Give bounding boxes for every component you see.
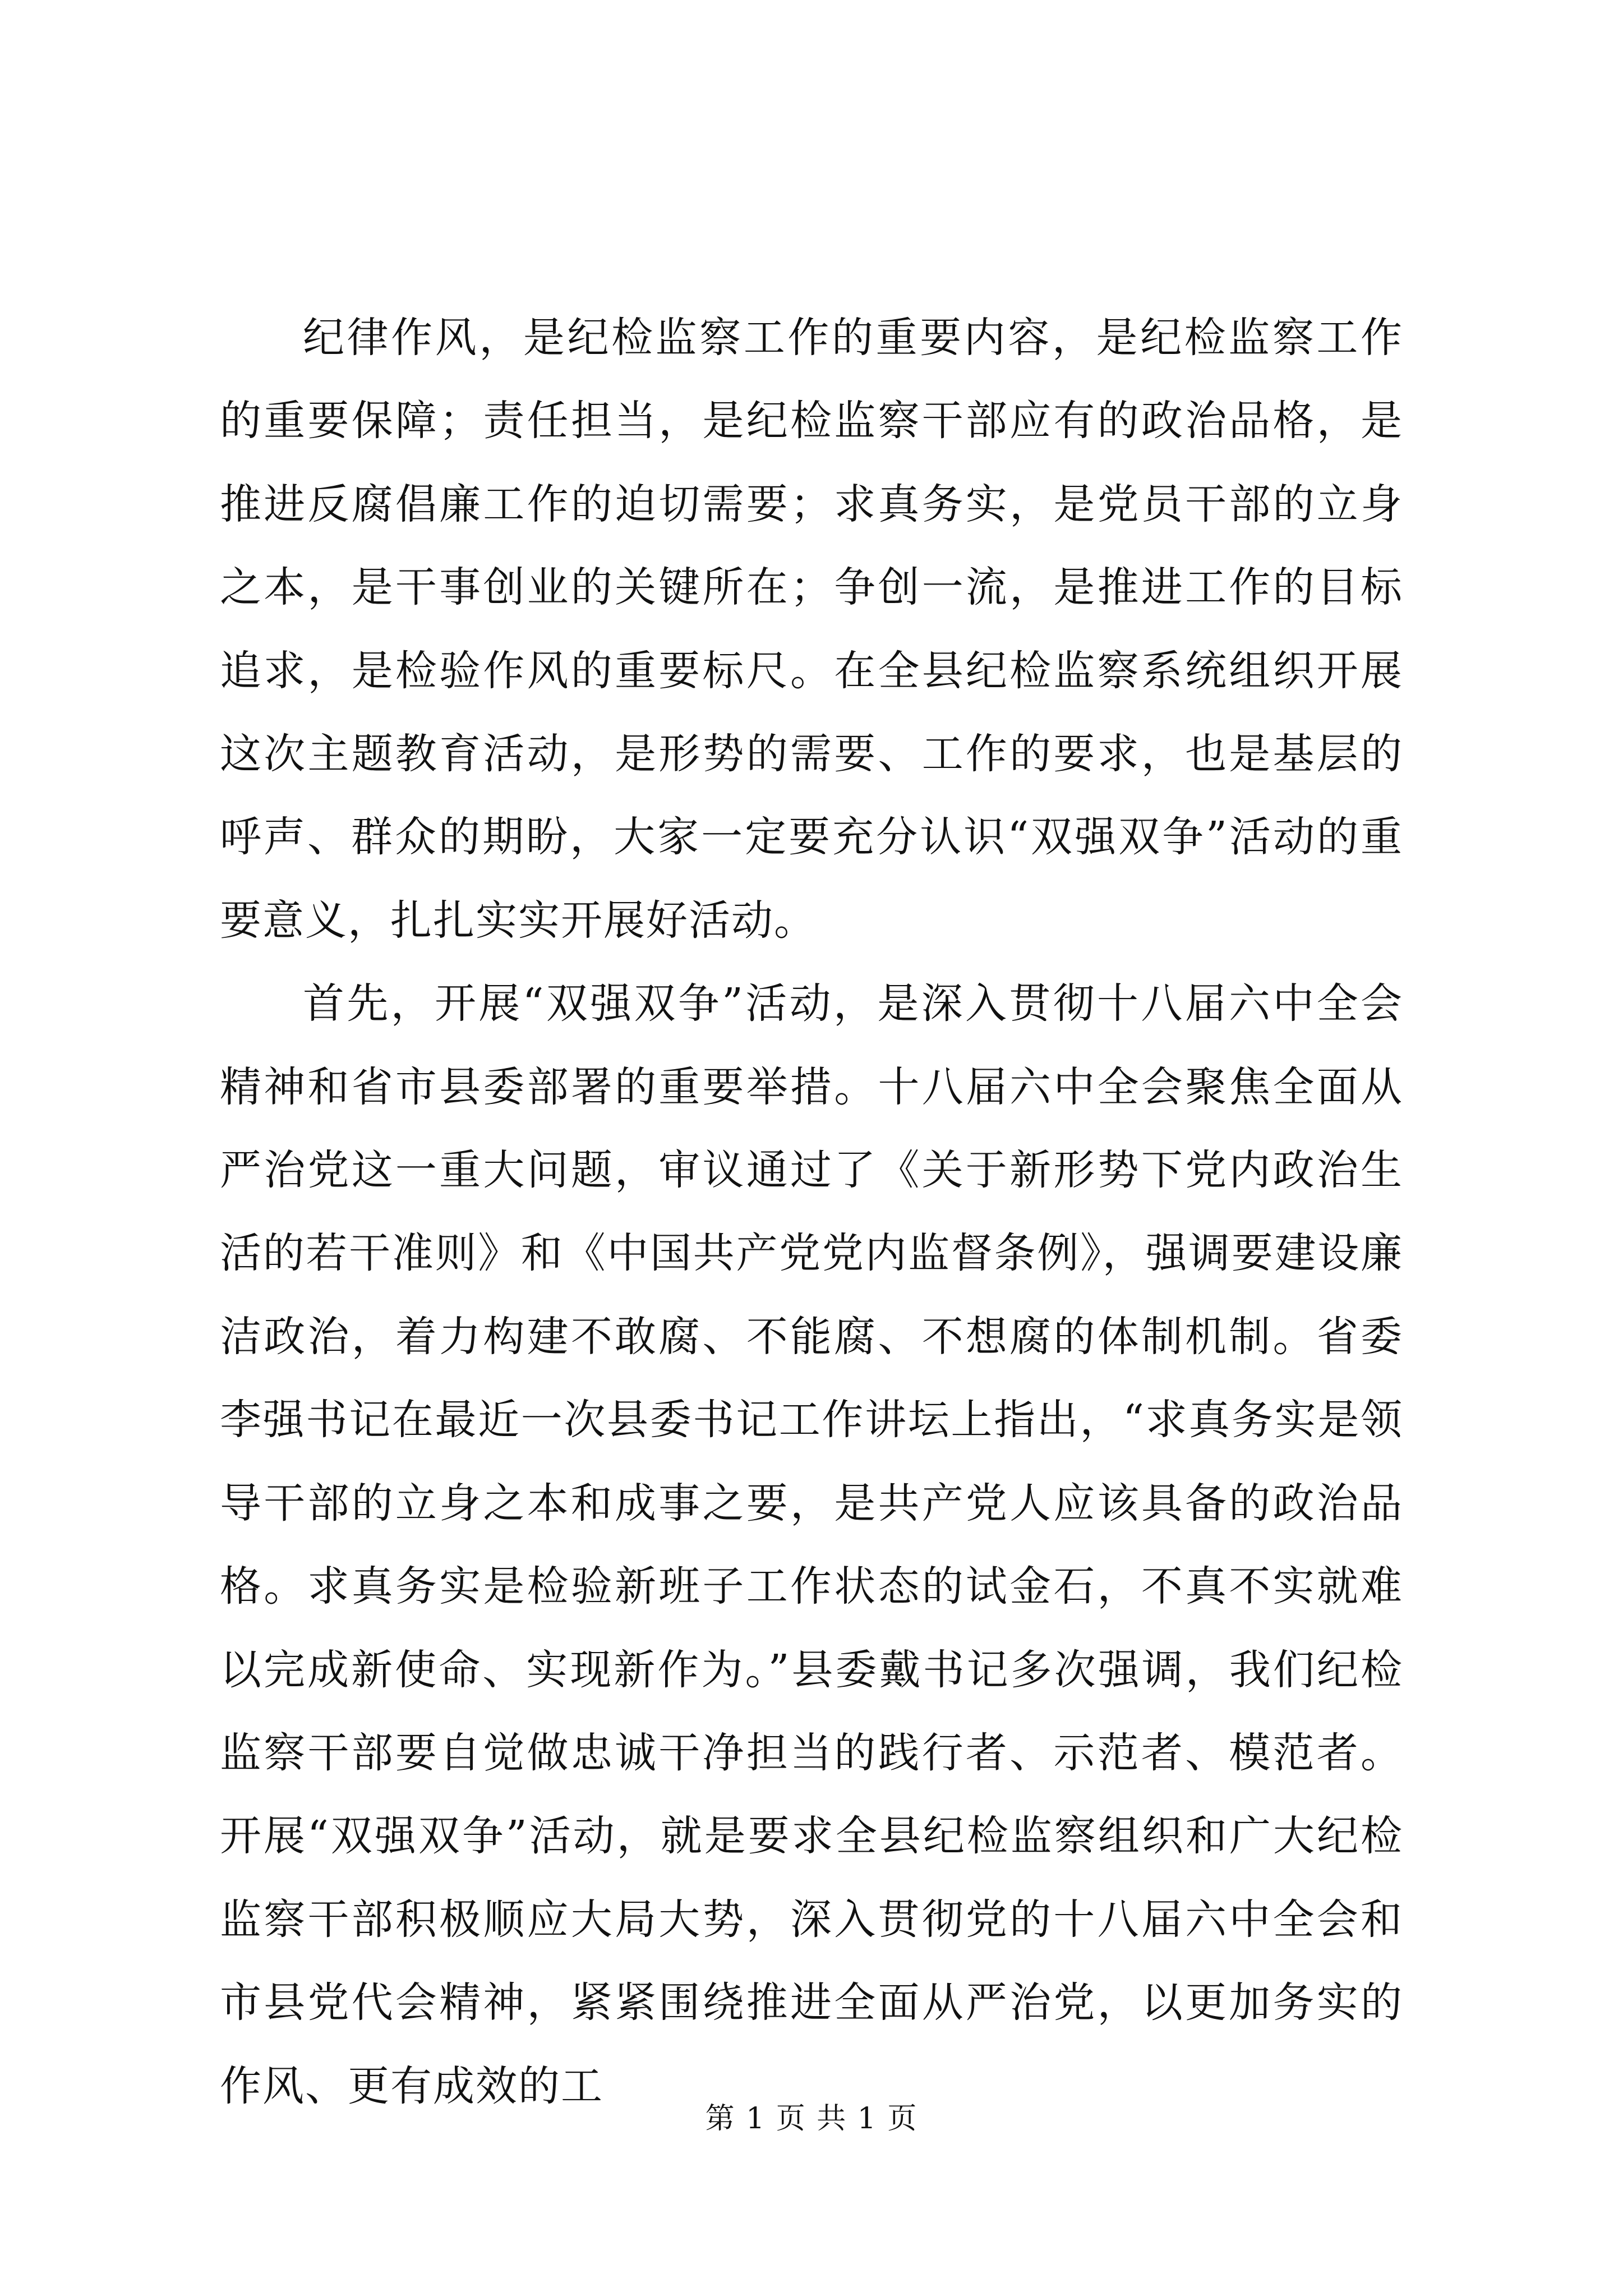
document-body [220, 296, 1403, 2128]
paragraph-discipline-style: 纪律作风，是纪检监察工作的重要内容，是纪检监察工作的重要保障；责任担当，是纪检监察干部应有的政治品格，是推进反腐倡廉工作的迫切需要；求真务实，是党员干部的立身之本，是干事创业的关键所在；争创一流，是推进工作的目标追求，是检验作风的重要标尺。在全县纪检监察系统组织开展这次主题教育活动，是形势的需要、工作的要求，也是基层的呼声、群众的期盼，大家一定要充分认识“双强双争”活动的重要意义，扎扎实实开展好活动。 [220, 314, 1403, 945]
page-footer: 第 1 页 共 1 页 [705, 2102, 918, 2136]
paragraph-first-point: 首先，开展“双强双争”活动，是深入贯彻十八届六中全会精神和省市县委部署的重要举措。十八届六中全会聚焦全面从严治党这一重大问题，审议通过了《关于新形势下党内政治生活的若干准则》和《中国共产党党内监督条例》，强调要建设廉洁政治，着力构建不敢腐、不能腐、不想腐的体制机制。省委李强书记在最近一次县委书记工作讲坛上指出，“求真务实是领导干部的立身之本和成事之要，是共产党人应该具备的政治品格。求真务实是检验新班子工作状态的试金石，不真不实就难以完成新使命、实现新作为。”县委戴书记多次强调，我们纪检监察干部要自觉做忠诚干净担当的践行者、示范者、模范者。开展“双强双争”活动，就是要求全县纪检监察组织和广大纪检监察干部积极顺应大局大势，深入贯彻党的十八届六中全会和市县党代会精神，紧紧围绕推进全面从严治党，以更加务实的作风、更有成效的工 [220, 979, 1403, 2110]
